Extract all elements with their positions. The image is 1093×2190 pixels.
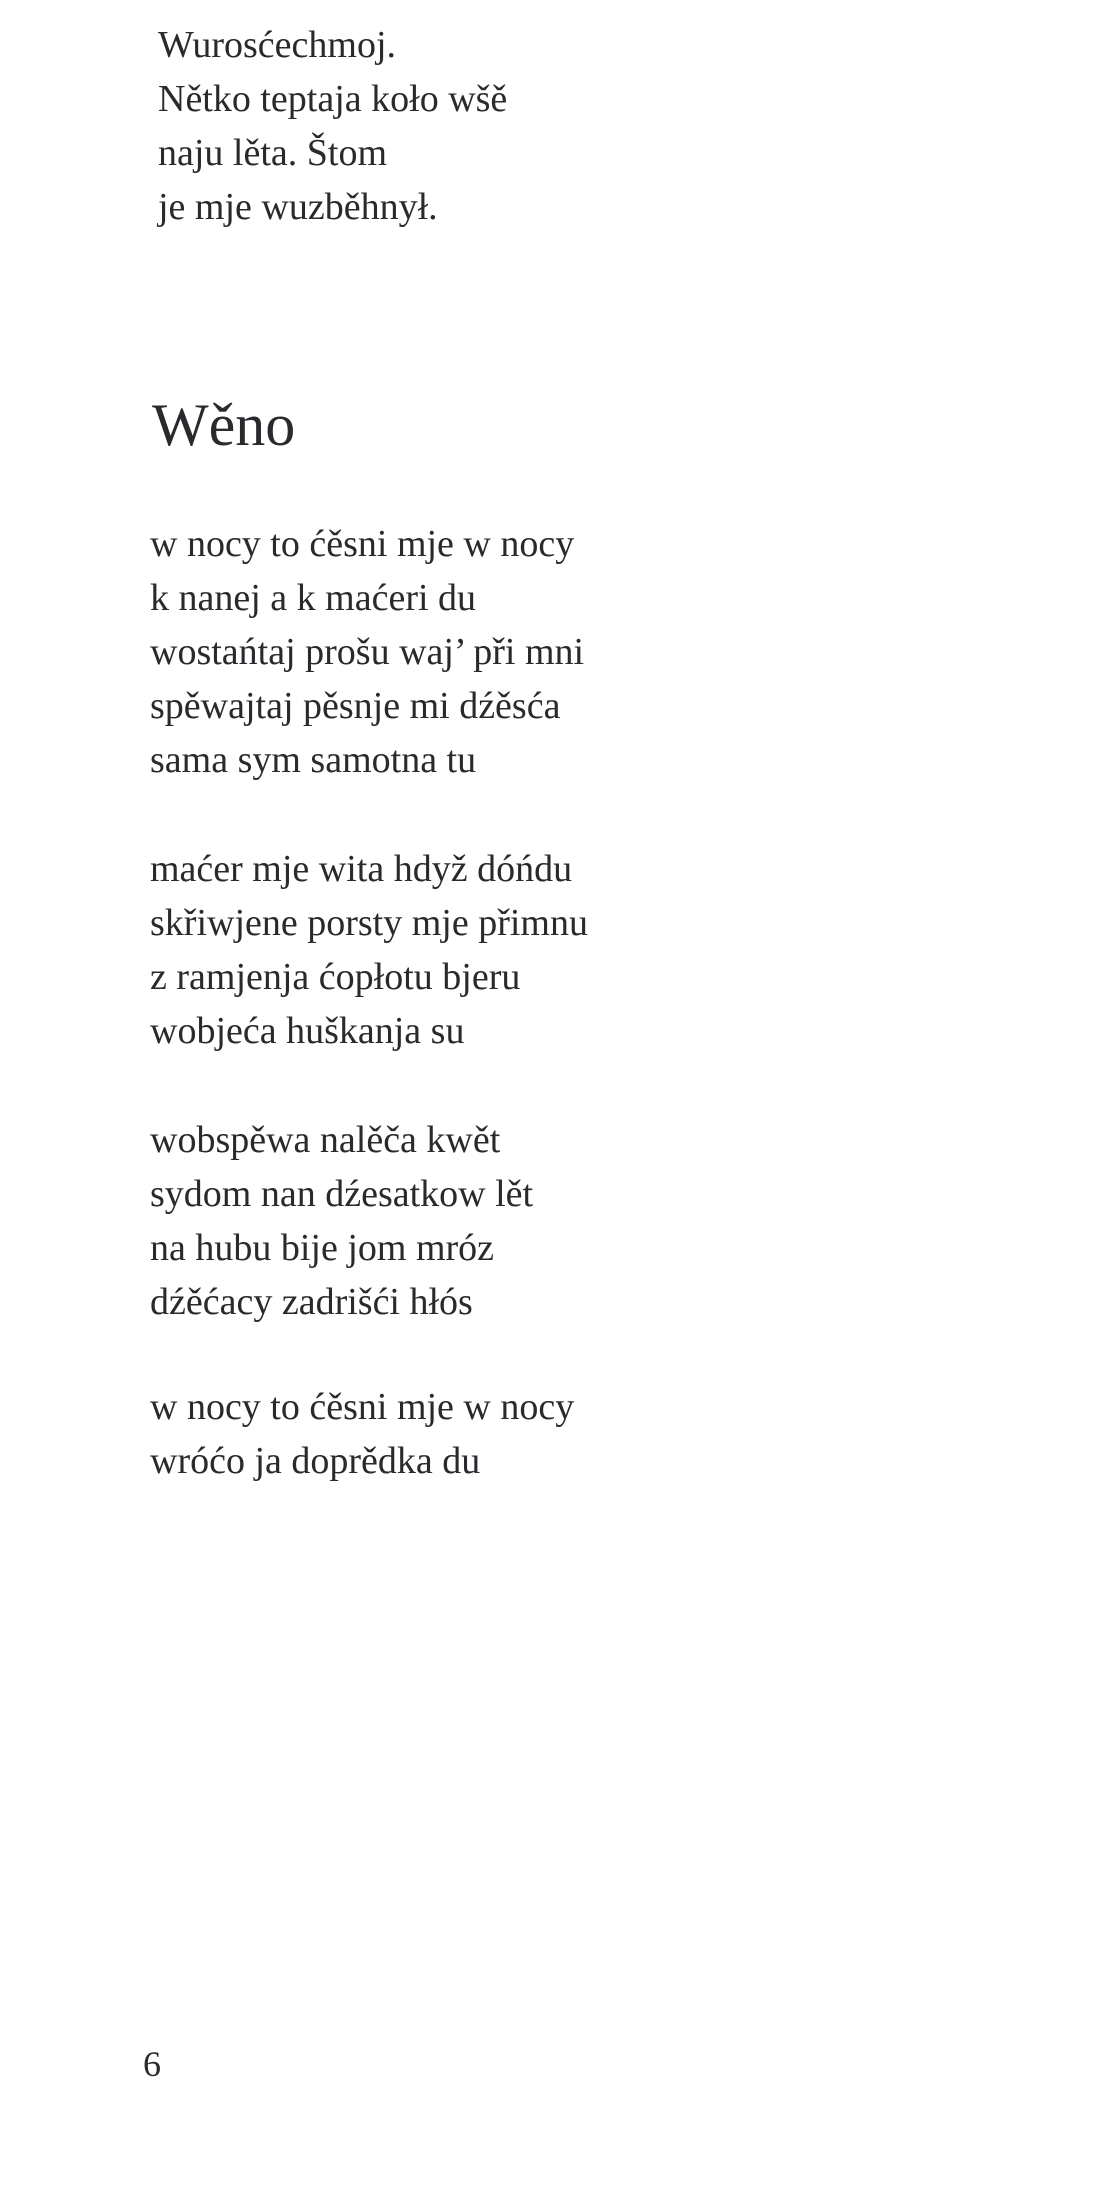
- poem-line: k nanej a k maćeri du: [150, 577, 477, 619]
- poem-line: sama sym samotna tu: [150, 739, 477, 781]
- poem-line: Wurosćechmoj.: [158, 24, 397, 66]
- poem-line: naju lěta. Štom: [158, 132, 388, 174]
- poem-line: je mje wuzběhnył.: [158, 186, 438, 228]
- poem-line: maćer mje wita hdyž dóńdu: [150, 848, 573, 890]
- poem-line: w nocy to ćěsni mje w nocy: [150, 1386, 575, 1428]
- poem-line: w nocy to ćěsni mje w nocy: [150, 523, 575, 565]
- stanza-4: [150, 1380, 574, 1488]
- poem-line: wróćo ja doprědka du: [150, 1440, 481, 1482]
- poem-line: wobjeća huškanja su: [150, 1010, 465, 1052]
- stanza-2: [150, 842, 588, 1058]
- poem-line: wobspěwa nalěča kwět: [150, 1119, 501, 1161]
- poem-line: spěwajtaj pěsnje mi dźěsća: [150, 685, 561, 727]
- show-through-background: [680, 40, 1080, 1740]
- poem-line: wostańtaj prošu waj’ při mni: [150, 631, 585, 673]
- stanza-3: [150, 1113, 533, 1329]
- poem-line: sydom nan dźesatkow lět: [150, 1173, 534, 1215]
- poem-line: Nětko teptaja koło wšě: [158, 78, 508, 120]
- previous-poem-ending: [158, 18, 507, 234]
- page-number: 6: [143, 2044, 161, 2084]
- poem-line: na hubu bije jom mróz: [150, 1227, 495, 1269]
- poem-title: Wěno: [152, 392, 296, 458]
- stanza-1: [150, 517, 584, 787]
- poem-line: dźěćacy zadrišći hłós: [150, 1281, 473, 1323]
- poem-line: skřiwjene porsty mje přimnu: [150, 902, 588, 944]
- poem-line: z ramjenja ćopłotu bjeru: [150, 956, 521, 998]
